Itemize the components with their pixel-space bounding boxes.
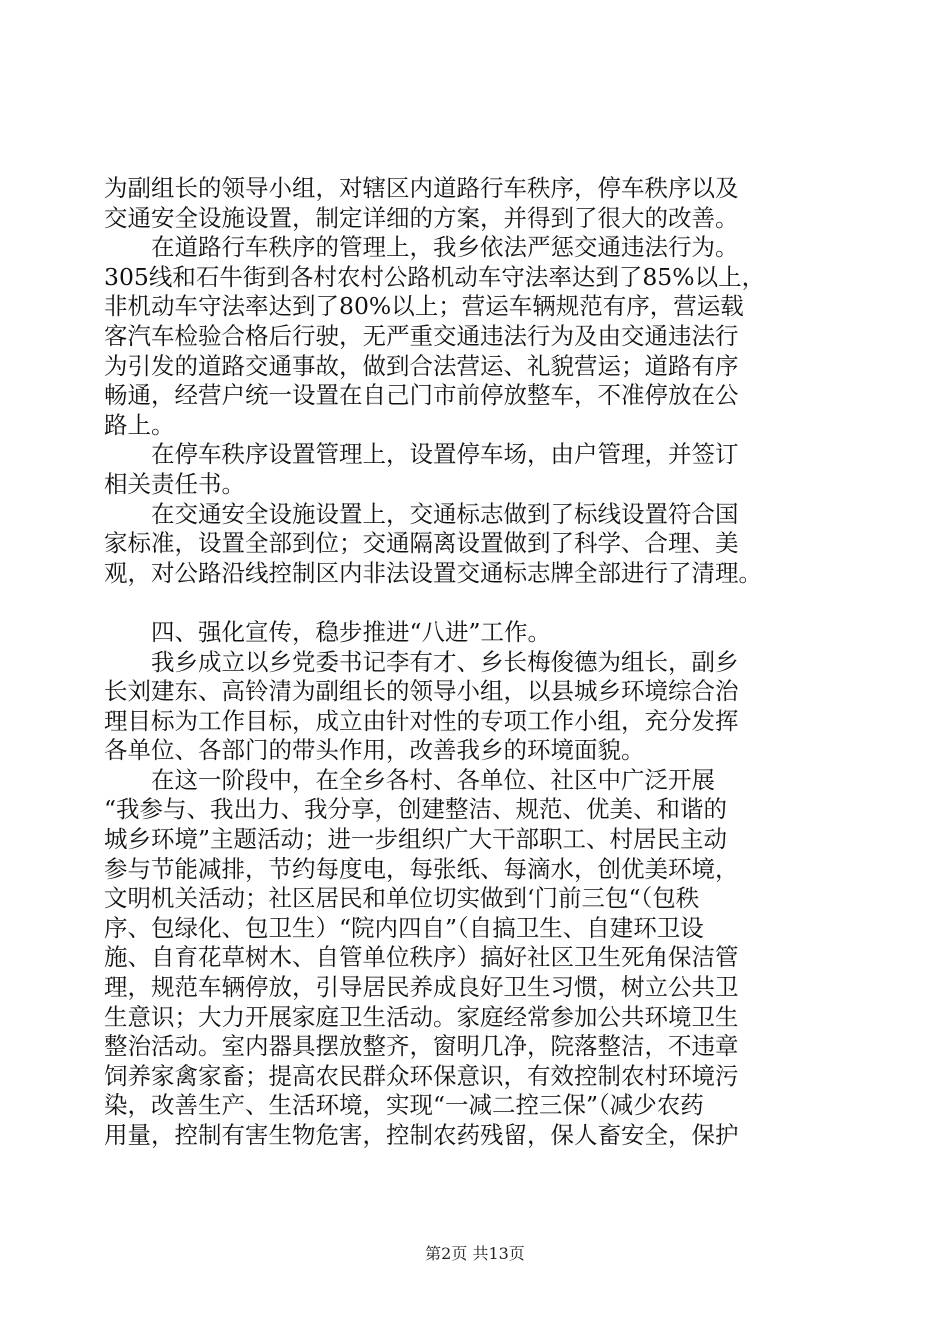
text-line: 理目标为工作目标，成立由针对性的专项工作小组，充分发挥 [104, 706, 739, 735]
text-line: 理，规范车辆停放，引导居民养成良好卫生习惯，树立公共卫 [104, 973, 739, 1002]
text-line: 文明机关活动；社区居民和单位切实做到‘门前三包“（包秩 [104, 884, 700, 913]
document-body [104, 174, 854, 1151]
text-line: 在停车秩序设置管理上，设置停车场，由户管理，并签订 [104, 440, 739, 469]
text-line: 在交通安全设施设置上，交通标志做到了标线设置符合国 [104, 499, 739, 528]
text-line: 路上。 [104, 410, 175, 439]
text-line: “我参与、我出力、我分享，创建整洁、规范、优美、和谐的 [104, 795, 728, 824]
text-line: 施、自育花草树木、自管单位秩序）搞好社区卫生死角保洁管 [104, 943, 739, 972]
text-line: 交通安全设施设置，制定详细的方案，并得到了很大的改善。 [104, 203, 739, 232]
text-line: 在这一阶段中，在全乡各村、各单位、社区中广泛开展 [104, 765, 715, 794]
page-footer: 第2页 共13页 [425, 1244, 525, 1263]
text-line: 饲养家禽家畜；提高农民群众环保意识，有效控制农村环境污 [104, 1061, 739, 1090]
text-line: 家标准，设置全部到位；交通隔离设置做到了科学、合理、美 [104, 529, 739, 558]
paragraph-gap [104, 588, 854, 618]
text-line: 四、强化宣传，稳步推进“八进”工作。 [104, 617, 552, 646]
text-line: 我乡成立以乡党委书记李有才、乡长梅俊德为组长，副乡 [104, 647, 739, 676]
text-line: 观，对公路沿线控制区内非法设置交通标志牌全部进行了清理。 [104, 558, 762, 587]
text-line: 客汽车检验合格后行驶，无严重交通违法行为及由交通违法行 [104, 321, 739, 350]
text-line: 各单位、各部门的带头作用，改善我乡的环境面貌。 [104, 736, 645, 765]
text-line: 为引发的道路交通事故，做到合法营运、礼貌营运；道路有序 [104, 351, 739, 380]
text-line: 城乡环境”主题活动；进一步组织广大干部职工、村居民主动 [104, 825, 728, 854]
text-line: 生意识；大力开展家庭卫生活动。家庭经常参加公共环境卫生 [104, 1002, 739, 1031]
text-line: 305线和石牛街到各村农村公路机动车守法率达到了85%以上， [104, 262, 766, 291]
text-line: 相关责任书。 [104, 469, 245, 498]
text-line: 畅通，经营户统一设置在自己门市前停放整车，不准停放在公 [104, 381, 739, 410]
text-line: 为副组长的领导小组，对辖区内道路行车秩序，停车秩序以及 [104, 174, 739, 202]
text-line: 非机动车守法率达到了80%以上；营运车辆规范有序，营运载 [104, 292, 744, 321]
text-line: 染，改善生产、生活环境，实现“一减二控三保”（减少农药 [104, 1091, 704, 1120]
text-line: 参与节能减排，节约每度电，每张纸、每滴水，创优美环境， [104, 854, 739, 883]
text-line: 长刘建东、高铃清为副组长的领导小组，以县城乡环境综合治 [104, 677, 739, 706]
text-line: 用量，控制有害生物危害，控制农药残留，保人畜安全，保护 [104, 1121, 739, 1149]
text-line: 在道路行车秩序的管理上，我乡依法严惩交通违法行为。 [104, 233, 739, 262]
text-line: 整治活动。室内器具摆放整齐，窗明几净，院落整洁，不违章 [104, 1032, 739, 1061]
text-line: 序、包绿化、包卫生）“院内四自”（自搞卫生、自建环卫设 [104, 913, 704, 942]
